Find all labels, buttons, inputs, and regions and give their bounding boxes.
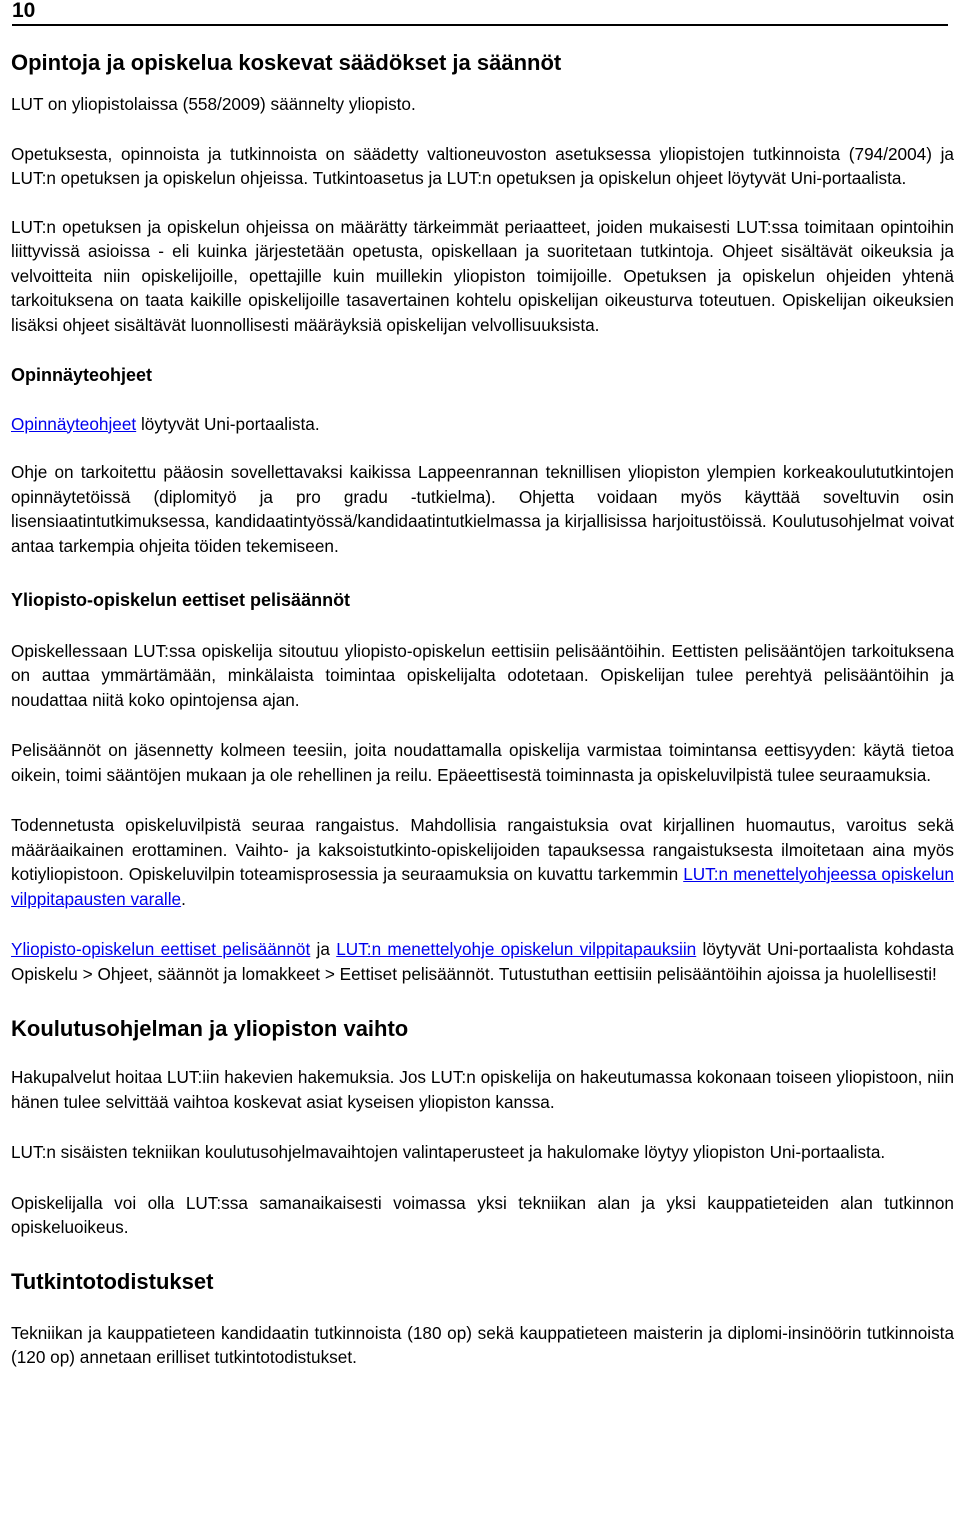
paragraph [11, 937, 954, 986]
paragraph [11, 412, 954, 437]
text-span: ja [310, 939, 337, 959]
text-span: löytyvät Uni-portaalista. [136, 413, 320, 434]
text-span: Todennetusta opiskeluvilpistä seuraa rangaistus. Mahdollisia rangaistuksia ovat kirjallinen huomautus, varoitus sekä määräaikainen erottaminen. Vaihto- ja kaksoistutkinto-opiskelijoiden tapauksessa rangaistuksesta ilmoitetaan aina myös kotiyliopistoon. Opiskeluvilpin toteamisprosessia ja seuraamuksia on kuvattu tarkemmin [11, 815, 954, 884]
misconduct-procedure-link[interactable]: LUT:n menettelyohjeessa opiskelun vilppitapausten varalle [11, 864, 954, 909]
paragraph: Opiskelijalla voi olla LUT:ssa samanaikaisesti voimassa yksi tekniikan alan ja yksi kauppatieteiden alan tutkinnon opiskeluoikeus. [11, 1192, 954, 1237]
paragraph: LUT on yliopistolaissa (558/2009) säännelty yliopisto. [11, 94, 416, 114]
paragraph: Ohje on tarkoitettu pääosin sovellettavaksi kaikissa Lappeenrannan teknillisen yliopiston ylempien korkeakoulututkintojen opinnäytetöissä (diplomityö ja pro gradu -tutkielma). Ohjetta voidaan myös käyttää soveltuvin osin lisensiaatintutkimuksessa, kandidaatintyössä/kandidaatintutkielmassa ja kirjallisissa harjoitustöissä. Koulutusohjelmat voivat antaa tarkempia ohjeita töiden tekemiseen. [11, 462, 954, 556]
paragraph: Hakupalvelut hoitaa LUT:iin hakevien hakemuksia. Jos LUT:n opiskelija on hakeutumassa kokonaan toiseen yliopistoon, niin hänen tulee selvittää vaihtoa koskevat asiat kyseisen yliopiston kanssa. [11, 1067, 954, 1112]
ethical-rules-link[interactable]: Yliopisto-opiskelun eettiset pelisäännöt [11, 939, 311, 959]
subsection-title-ethics: Yliopisto-opiskelun eettiset pelisäännöt [11, 590, 351, 610]
header-rule [12, 24, 948, 26]
text-span: . [181, 888, 186, 909]
text-span: löytyvät Uni-portaalista kohdasta Opiskelu > Ohjeet, säännöt ja lomakkeet > Eettiset pelisäännöt. Tutustuthan eettisiin pelisääntöihin ajoissa ja huolellisesti! [11, 939, 954, 984]
section-title-diplomas: Tutkintotodistukset [11, 1268, 214, 1294]
paragraph: LUT:n sisäisten tekniikan koulutusohjelmavaihtojen valintaperusteet ja hakulomake löytyy yliopiston Uni-portaalista. [11, 1142, 886, 1162]
paragraph: LUT:n opetuksen ja opiskelun ohjeissa on määrätty tärkeimmät periaatteet, joiden mukaisesti LUT:ssa toimitaan opintoihin liittyvissä asioissa - eli kuinka järjestetään opetusta, opiskellaan ja suoritetaan tutkintoja. Ohjeet sisältävät oikeuksia ja velvoitteita niin opiskelijoille, opettajille kuin muillekin yliopiston toimijoille. Opetuksen ja opiskelun ohjeiden yhtenä tarkoituksena on taata kaikille opiskelijoille tasavertainen kohtelu opiskelijan oikeusturva toteutuen. Opiskelijan oikeuksien lisäksi ohjeet sisältävät luonnollisesti määräyksiä opiskelijan velvollisuuksista. [11, 216, 954, 335]
subsection-title-thesis-guidelines: Opinnäyteohjeet [11, 365, 153, 385]
section-title-regulations: Opintoja ja opiskelua koskevat säädökset ja säännöt [11, 50, 562, 75]
misconduct-guideline-link[interactable]: LUT:n menettelyohje opiskelun vilppitapauksiin [336, 939, 697, 959]
page-number: 10 [12, 0, 36, 22]
paragraph: Pelisäännöt on jäsennetty kolmeen teesiin, joita noudattamalla opiskelija varmistaa toimintansa eettisyyden: käytä tietoa oikein, toimi sääntöjen mukaan ja ole rehellinen ja reilu. Epäeettisestä toiminnasta ja opiskeluvilpistä tulee seuraamuksia. [11, 740, 954, 785]
paragraph: Opiskellessaan LUT:ssa opiskelija sitoutuu yliopisto-opiskelun eettisiin pelisääntöihin. Eettisten pelisääntöjen tarkoituksena on auttaa ymmärtämään, minkälaista toimintaa opiskelijalta odotetaan. Opiskelijan tulee perehtyä pelisääntöihin ja noudattaa niitä koko opintojensa ajan. [11, 640, 954, 710]
document-body [11, 46, 954, 1370]
section-title-program-change: Koulutusohjelman ja yliopiston vaihto [11, 1016, 409, 1041]
paragraph [11, 813, 954, 911]
paragraph: Tekniikan ja kauppatieteen kandidaatin tutkinnoista (180 op) sekä kauppatieteen maisterin ja diplomi-insinöörin tutkinnoista (120 op) annetaan erilliset tutkintotodistukset. [11, 1322, 954, 1367]
thesis-guidelines-link[interactable]: Opinnäyteohjeet [11, 413, 137, 434]
paragraph: Opetuksesta, opinnoista ja tutkinnoista on säädetty valtioneuvoston asetuksessa yliopistojen tutkinnoista (794/2004) ja LUT:n opetuksen ja opiskelun ohjeissa. Tutkintoasetus ja LUT:n opetuksen ja opiskelun ohjeet löytyvät Uni-portaalista. [11, 143, 954, 188]
